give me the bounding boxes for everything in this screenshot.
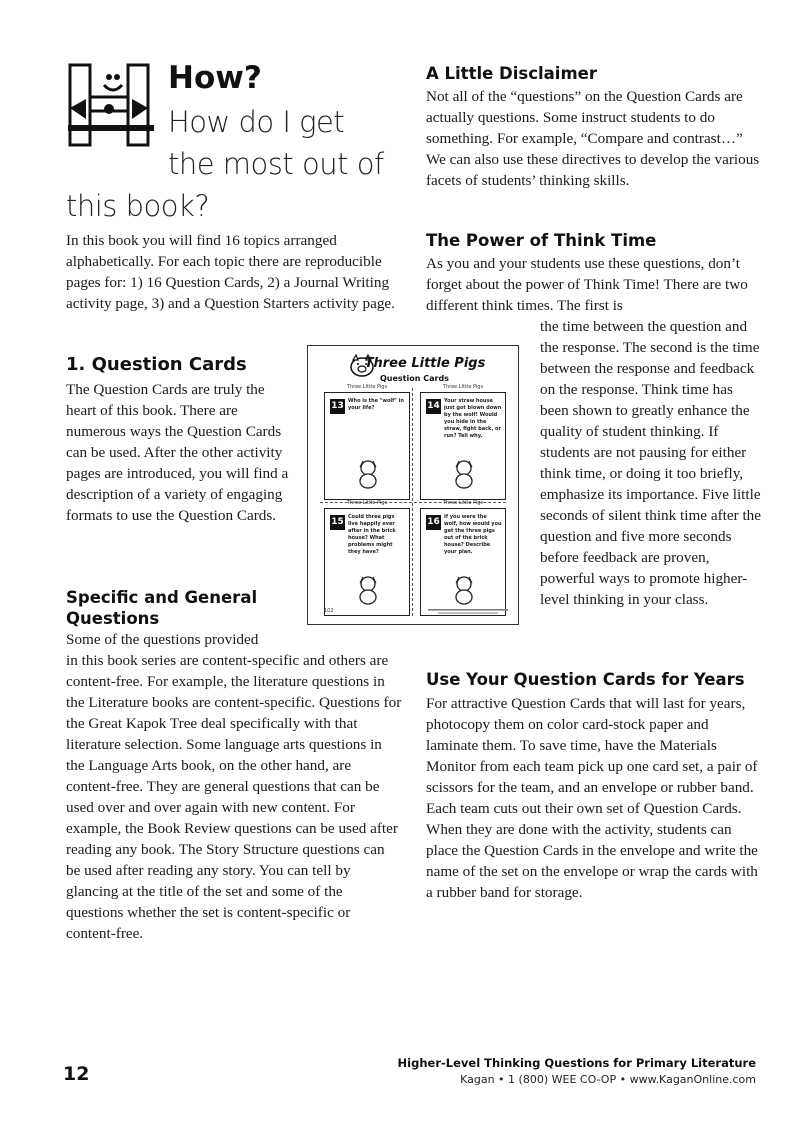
thumbnail-page-number: 102 — [324, 608, 334, 614]
card-question: Who is the "wolf" in your life? — [348, 398, 404, 411]
specific-general-paragraph-start: Some of the questions provided — [66, 631, 259, 648]
footer-contact: Kagan • 1 (800) WEE CO-OP • www.KaganOnline.com — [460, 1073, 756, 1086]
title-line-3: this book? — [66, 189, 210, 223]
years-heading: Use Your Question Cards for Years — [426, 670, 745, 689]
think-time-heading: The Power of Think Time — [426, 231, 657, 250]
pig-icon — [356, 459, 380, 489]
thumbnail-card — [324, 500, 410, 616]
think-time-paragraph-start: As you and your students use these questions, don’t forget about the power of Think Time! There are two different think times. The first is — [426, 255, 748, 314]
years-paragraph: For attractive Question Cards that will last for years, photocopy them on color card-stock paper and laminate them. To save time, have the Materials Monitor from each team pick up one card set, a pair of scissors for the team, and an envelope or rubber band. Each team cuts out their own set of Question Cards. When they are done with the activity, students can place the Question Cards in the envelope and write the name of the set on the envelope or wrap the cards with a rubber band for storage. — [426, 695, 758, 901]
pig-icon — [452, 575, 476, 605]
specific-general-paragraph: in this book series are content-specific and others are content-free. For example, the literature questions in the Literature books are content-specific. Questions for the Great Kapok Tree deal specifically with that literature selection. Some language arts questions in the Language Arts book, on the other hand, are content-free. They are general questions that can be used over and over again with new content. For example, the Book Review questions can be used after reading any book. The Story Structure questions can be used after reading any story. You can tell by glancing at the title of the set and some of the questions whether the set is content-specific or content-free. — [66, 652, 402, 942]
how-h-logo-icon — [66, 63, 156, 148]
specific-general-heading: Specific and General Questions — [66, 588, 258, 628]
card-number: 15 — [330, 515, 345, 530]
thumbnail-card — [324, 384, 410, 500]
card-number: 13 — [330, 399, 345, 414]
thumbnail-subtitle: Question Cards — [380, 374, 449, 383]
footer-book-title: Higher-Level Thinking Questions for Primary Literature — [397, 1056, 756, 1070]
disclaimer-paragraph: Not all of the “questions” on the Question Cards are actually questions. Some instruct students to do something. For example, “Compare and contrast…” We can also use these directives to develop the various facets of students’ thinking skills. — [426, 88, 760, 189]
pig-icon — [356, 575, 380, 605]
thumbnail-card — [420, 384, 506, 500]
title-line-2: the most out of — [168, 147, 384, 181]
page-number: 12 — [63, 1063, 90, 1085]
question-cards-paragraph: The Question Cards are truly the heart of this book. There are numerous ways the Question Cards can be used. After the other activity pages are introduced, you will find a description of a variety of engaging formats to use the Question Cards. — [66, 381, 289, 524]
pig-icon — [452, 459, 476, 489]
think-time-paragraph: the time between the question and the response. The second is the time between the response and feedback on the response. Think time has been shown to greatly enhance the quality of student thinking. If students are not pausing for either think time, or doing it too briefly, emphasize its importance. Five little seconds of silent think time after the question and five more seconds before feedback are proven, powerful ways to promote higher-level thinking in your class. — [540, 318, 762, 608]
thumbnail-card — [420, 500, 506, 616]
question-cards-thumbnail — [307, 345, 519, 625]
disclaimer-heading: A Little Disclaimer — [426, 64, 597, 83]
title-how: How? — [168, 60, 262, 96]
intro-paragraph: In this book you will find 16 topics arranged alphabetically. For each topic there are reproducible pages for: 1) 16 Question Cards, 2) a Journal Writing activity page, 3) and a Question Starters activity page. — [66, 232, 395, 312]
question-cards-heading: 1. Question Cards — [66, 354, 247, 375]
title-line-1: How do I get — [168, 105, 345, 139]
card-caption: Three Little Pigs — [442, 384, 484, 390]
card-question: Could three pigs live happily ever after in the brick house? What problems might they have? — [348, 514, 396, 555]
card-caption: Three Little Pigs — [346, 384, 388, 390]
thumbnail-footer-lines — [428, 608, 508, 615]
card-number: 16 — [426, 515, 441, 530]
card-question: If you were the wolf, how would you get the three pigs out of the brick house? Describe your plan. — [444, 514, 502, 555]
card-question: Your straw house just got blown down by the wolf! Would you hide in the straw, fight back, or run? Tell why. — [444, 398, 502, 439]
card-number: 14 — [426, 399, 441, 414]
card-caption: Three Little Pigs — [442, 500, 484, 506]
thumbnail-title: Three Little Pigs — [364, 356, 486, 371]
card-caption: Three Little Pigs — [346, 500, 388, 506]
